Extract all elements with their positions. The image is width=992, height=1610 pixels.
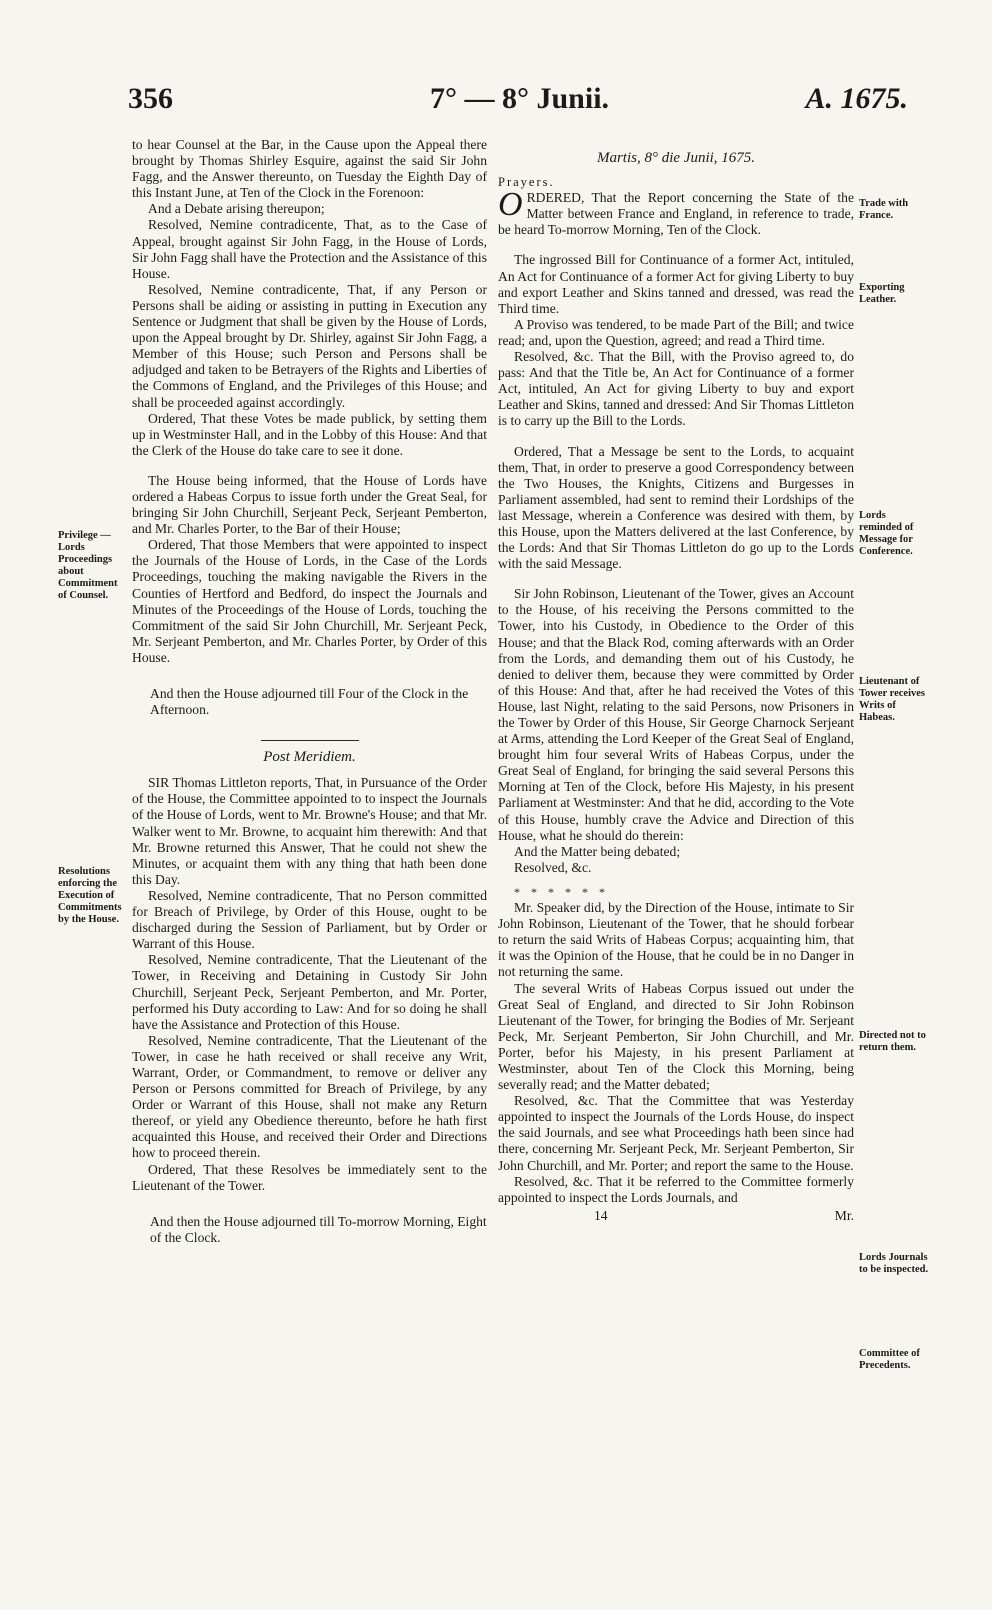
paragraph: Resolved, Nemine contradicente, That the Lieutenant of the Tower, in Receiving and Detaining in Custody Sir John Churchill, Serjeant Peck, Serjeant Pemberton, and Mr. Porter, performed his Duty according to Law: And for so doing he shall have the Assistance and Protection of this House. [132,952,487,1032]
right-column [498,150,854,1224]
paragraph [498,186,854,238]
adjournment: And then the House adjourned till Four of the Clock in the Afternoon. [150,686,469,718]
paragraph: Ordered, That these Votes be made publick, by setting them up in Westminster Hall, and in the Lobby of this House: And that the Clerk of the House do take care to see it done. [132,410,487,458]
paragraph: Ordered, That a Message be sent to the Lords, to acquaint them, That, in order to preserve a good Correspondency between the Two Houses, the Knights, Citizens and Burgesses in Parliament assembled, had sent to remind their Lordships of the last Message, wherein a Conference was desired with them, by this House, upon the Matters delivered at the last Conference, by the Lords: And that Sir Thomas Littleton do go up to the Lords with the said Message. [498,443,854,572]
catchword: Mr. [834,1207,854,1223]
paragraph: The ingrossed Bill for Continuance of a former Act, intituled, An Act for Continuance of a former Act for giving Liberty to buy and export Leather and Skins tanned and dressed, was read the Third time. [498,252,854,316]
paragraph: Ordered, That those Members that were appointed to inspect the Journals of the House of Lords, in the Case of the Lords Proceedings, touching the making navigable the Rivers in the Counties of Hertford and Bedford, do inspect the Journals and Minutes of the Proceedings of the House of Lords, touching the Commitment of the said Sir John Churchill, Mr. Serjeant Peck, Mr. Serjeant Pemberton, and Mr. Charles Porter, by Order of this House. [132,537,487,665]
adjournment: And then the House adjourned till To-morrow Morning, Eight of the Clock. [150,1213,487,1245]
paragraph: to hear Counsel at the Bar, in the Cause upon the Appeal there brought by Thomas Shirley Esquire, against the said Sir John Fagg, and the Answer thereunto, on Tuesday the Eighth Day of this Instant June, at Ten of the Clock in the Forenoon: [132,137,487,201]
paragraph: Resolved, &c. That the Bill, with the Proviso agreed to, do pass: And that the Title be, An Act for Continuance of a former Act, intituled, An Act for giving Liberty to buy and export Leather and Skins, tanned and dressed: And Sir Thomas Littleton is to carry up the Bill to the Lords. [498,349,854,429]
signature-mark: 14 [594,1207,608,1223]
left-column [132,137,487,1246]
margin-note-resolutions: Resolutions enforcing the Execution of Commitments by the House. [58,866,122,925]
omission-stars: * * * * * * [514,884,609,899]
running-year: A. 1675. [805,82,908,115]
margin-note-directed: Directed not to return them. [859,1030,926,1053]
margin-note-leather: Exporting Leather. [859,282,905,305]
paragraph: SIR Thomas Littleton reports, That, in Pursuance of the Order of the House, the Committee appointed to to inspect the Journals of the House of Lords, went to Mr. Browne's House; and that Mr. Walker went to Mr. Browne, to acquaint him therewith: And that Mr. Browne returned this Answer, That he could not shew the Minutes, or acquaint them with any thing that hath been done this Day. [132,775,487,887]
paragraph: Sir John Robinson, Lieutenant of the Tower, gives an Account to the House, of his receiving the Persons committed to the Tower, into his Custody, in Obedience to the Order of this House; and that the Black Rod, coming afterwards with an Order from the Lords, and demanding them out of his Custody, he denied to deliver them, because they were committed by Order of this House: And that, after he had received the Votes of this House, last Night, relating to the said Persons, now Prisoners in the Tower by Order of this House, Sir George Charnock Serjeant at Arms, attending the Lord Keeper of the Great Seal of England, brought him four several Writs of Habeas Corpus, under the Great Seal of England, for bringing the said several Persons this Morning at Ten of the Clock, before His Majesty, in his present Parliament at Westminster: And that he did, according to the Vote of this House, humbly crave the Advice and Direction of this House, what he should do therein: [498,586,854,843]
paragraph: The House being informed, that the House of Lords have ordered a Habeas Corpus to issue forth under the Great Seal, for bringing Sir John Churchill, Serjeant Peck, Serjeant Pemberton, and Mr. Charles Porter, to the Bar of their House; [132,472,487,537]
running-dates: 7° — 8° Junii. [430,82,610,115]
paragraph: Resolved, &c. That it be referred to the Committee formerly appointed to inspect the Lords Journals, and [498,1173,854,1205]
page-footer [498,1208,854,1224]
section-rule [261,740,359,741]
paragraph: Resolved, Nemine contradicente, That, if any Person or Persons shall be aiding or assisting in putting in Execution any Sentence or Judgment that shall be given by the House of Lords, upon the Appeal brought by Dr. Shirley, against Sir John Fagg, a Member of this House; such Person and Persons shall be adjudged and taken to be Betrayers of the Rights and Liberties of the Commons of England, and the Privileges of this House; and shall be proceeded against accordingly. [132,281,487,410]
paragraph: And the Matter being debated; [514,843,681,859]
margin-note-journals: Lords Journals to be inspected. [859,1252,929,1275]
margin-note-lieutenant: Lieutenant of Tower receives Writs of Habeas. [859,676,925,723]
margin-note-trade: Trade with France. [859,198,909,221]
paragraph: Ordered, That these Resolves be immediately sent to the Lieutenant of the Tower. [132,1161,487,1193]
paragraph: Resolved, Nemine contradicente, That, as to the Case of Appeal, brought against Sir John Fagg, in the House of Lords, Sir John Fagg shall have the Protection and the Assistance of this House. [132,217,487,281]
paragraph: Resolved, Nemine contradicente, That the Lieutenant of the Tower, in case he hath received or shall receive any Writ, Warrant, Order, or Commandment, to remove or deliver any Person or Persons committed for Breach of Privilege, by any Order or Warrant of this House, shall not make any Return thereof, or yield any Obedience thereunto, before he hath first acquainted this House, and received their Order and Directions how to proceed therein. [132,1032,487,1161]
prayers-heading: Prayers. [498,175,555,190]
page-number: 356 [128,82,173,115]
section-title: Post Meridiem. [263,749,356,766]
margin-note-privilege: Privilege — Lords Proceedings about Commitment of Counsel. [58,530,118,601]
margin-note-lords-reminded: Lords reminded of Message for Conference. [859,510,914,557]
paragraph: A Proviso was tendered, to be made Part of the Bill; and twice read; and, upon the Question, agreed; and read a Third time. [498,316,854,348]
paragraph: Resolved, &c. That the Committee that was Yesterday appointed to inspect the Journals of the Lords House, do inspect the said Journals, and see what Proceedings hath been since had there, concerning Mr. Serjeant Peck, Mr. Serjeant Pemberton, Sir John Churchill, and Mr. Porter; and report the same to the House. [498,1093,854,1173]
paragraph: And a Debate arising thereupon; [148,201,325,217]
paragraph: The several Writs of Habeas Corpus issued out under the Great Seal of England, and directed to Sir John Robinson Lieutenant of the Tower, for bringing the Bodies of Mr. Serjeant Peck, Mr. Serjeant Pemberton, Sir John Churchill, and Mr. Porter, befor his Majesty, in his present Parliament at Westminster, about Ten of the Clock this Morning, being severally read; and the Matter debated; [498,980,854,1093]
paragraph: Resolved, &c. [514,859,592,875]
paragraph: Resolved, Nemine contradicente, That no Person committed for Breach of Privilege, by Order of this House, ought to be discharged during the Session of Parliament, but by Order or Warrant of this House. [132,887,487,952]
paragraph-text: RDERED, That the Report concerning the State of the Matter between France and England, in reference to trade, be heard To-morrow Morning, Ten of the Clock. [498,190,854,238]
day-title: Martis, 8° die Junii, 1675. [596,150,756,166]
paragraph: Mr. Speaker did, by the Direction of the House, intimate to Sir John Robinson, Lieutenant of the Tower, that he should forbear to return the said Writs of Habeas Corpus; acquainting him, that it was the Opinion of the House, that he could be in no Danger in not returning the same. [498,900,854,980]
margin-note-committee: Committee of Precedents. [859,1348,920,1371]
drop-cap: O [498,186,523,224]
running-head [128,82,908,128]
